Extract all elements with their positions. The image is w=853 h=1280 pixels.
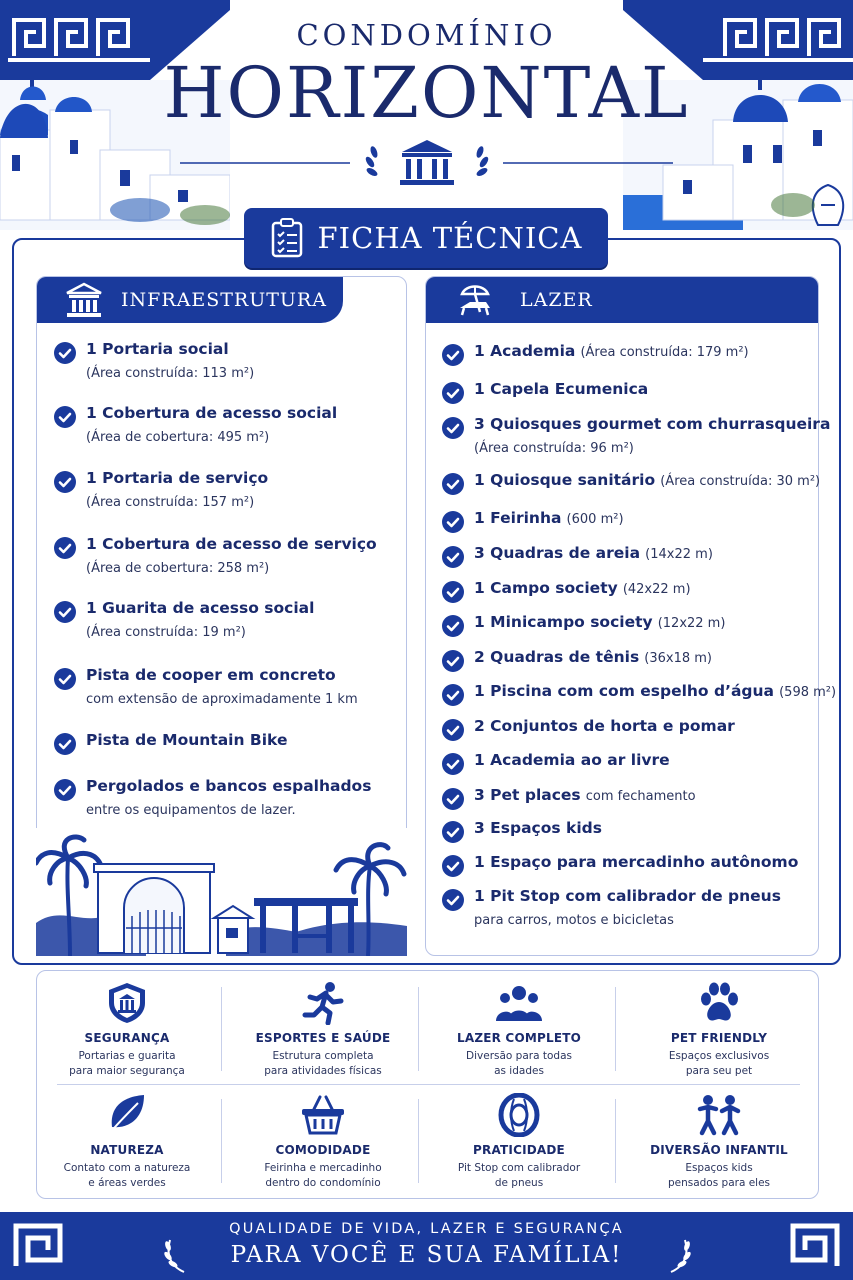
feature-desc: Espaços exclusivos para seu pet (668, 1050, 770, 1078)
list-item (442, 381, 648, 404)
item-title: 1 Piscina com com espelho d’água (474, 682, 775, 700)
check-icon (442, 344, 464, 366)
list-item (442, 343, 749, 366)
list-item (54, 470, 268, 509)
item-text (474, 472, 820, 495)
footer-slogan: PARA VOCÊ E SUA FAMÍLIA! (230, 1242, 623, 1268)
check-icon (442, 821, 464, 843)
feature-title: LAZER COMPLETO (456, 1031, 582, 1045)
item-title: 3 Espaços kids (474, 819, 602, 837)
feature-desc: Estrutura completa para atividades físicas (264, 1050, 382, 1078)
item-title: 3 Quiosques gourmet com churrasqueira (474, 415, 831, 433)
item-detail: (Área construída: 30 m²) (660, 474, 821, 489)
list-item (442, 718, 735, 741)
feature-desc: Portarias e guarita para maior segurança (69, 1050, 185, 1078)
check-icon (54, 471, 76, 493)
feature-title: PRATICIDADE (473, 1143, 565, 1157)
item-text (474, 343, 749, 366)
item-subtext: (Área construída: 96 m²) (474, 440, 634, 456)
item-title: 2 Quadras de tênis (474, 648, 640, 666)
item-detail: (600 m²) (566, 512, 624, 527)
item-text (86, 600, 314, 639)
item-text (86, 778, 371, 817)
item-text (474, 718, 735, 741)
list-item (442, 854, 798, 877)
feature-lazer (421, 981, 617, 1079)
item-text (474, 683, 836, 706)
item-title: 1 Guarita de acesso social (86, 599, 315, 617)
infraestrutura-title: INFRAESTRUTURA (121, 289, 327, 311)
check-icon (54, 406, 76, 428)
feature-infantil (621, 1093, 817, 1191)
check-icon (442, 684, 464, 706)
lazer-title: LAZER (520, 289, 593, 311)
item-subtext: (Área de cobertura: 495 m²) (86, 429, 270, 445)
item-text (86, 405, 337, 444)
item-title: 3 Pet places (474, 786, 581, 804)
item-text (474, 752, 670, 775)
list-item (54, 405, 337, 444)
clipboard-icon (270, 218, 304, 258)
ficha-tecnica-banner (244, 208, 608, 268)
item-title: 1 Pit Stop com calibrador de pneus (474, 887, 781, 905)
feature-title: COMODIDADE (275, 1143, 371, 1157)
item-text (86, 732, 287, 755)
item-title: 1 Academia (474, 342, 576, 360)
item-subtext: (Área construída: 113 m²) (86, 365, 255, 381)
feature-title: SEGURANÇA (84, 1031, 170, 1045)
list-item (442, 416, 830, 455)
runner-icon (300, 981, 346, 1025)
list-item (442, 510, 624, 533)
check-icon (442, 511, 464, 533)
item-text (474, 381, 648, 404)
check-icon (54, 668, 76, 690)
check-icon (54, 537, 76, 559)
list-item (442, 649, 712, 672)
check-icon (442, 546, 464, 568)
item-title: 1 Quiosque sanitário (474, 471, 656, 489)
item-title: 2 Conjuntos de horta e pomar (474, 717, 735, 735)
feature-seguranca (29, 981, 225, 1079)
check-icon (442, 417, 464, 439)
list-item (442, 820, 602, 843)
list-item (54, 732, 287, 755)
list-item (54, 341, 254, 380)
check-icon (442, 889, 464, 911)
list-item (442, 683, 836, 706)
list-item (442, 888, 781, 927)
temple-divider-icon (180, 138, 673, 188)
feature-esportes (225, 981, 421, 1079)
leaf-icon (104, 1093, 150, 1137)
item-title: 1 Minicampo society (474, 613, 653, 631)
check-icon (442, 855, 464, 877)
item-subtext: entre os equipamentos de lazer. (86, 802, 296, 818)
item-text (86, 341, 254, 380)
feature-desc: Pit Stop com calibrador de pneus (457, 1162, 581, 1190)
item-text (474, 580, 691, 603)
footer-tagline: QUALIDADE DE VIDA, LAZER E SEGURANÇA (229, 1221, 624, 1237)
lazer-header (426, 277, 818, 323)
feature-desc: Espaços kids pensados para eles (667, 1162, 771, 1190)
features-panel (36, 970, 819, 1199)
item-detail: (36x18 m) (644, 651, 712, 666)
feature-pet (621, 981, 817, 1079)
item-text (474, 510, 624, 533)
feature-natureza (29, 1093, 225, 1191)
kids-icon (696, 1093, 742, 1137)
item-text (474, 614, 725, 637)
tire-icon (496, 1093, 542, 1137)
temple-icon (65, 282, 103, 318)
item-text (86, 536, 377, 575)
feature-title: DIVERSÃO INFANTIL (650, 1143, 788, 1157)
list-item (442, 472, 820, 495)
item-title: Pergolados e bancos espalhados (86, 777, 372, 795)
item-text (474, 888, 781, 927)
item-title: Pista de Mountain Bike (86, 731, 288, 749)
header-subtitle: CONDOMÍNIO (296, 18, 557, 52)
check-icon (442, 650, 464, 672)
item-detail: com fechamento (585, 789, 696, 804)
item-title: 3 Quadras de areia (474, 544, 641, 562)
item-subtext: (Área de cobertura: 258 m²) (86, 560, 270, 576)
item-detail: (14x22 m) (645, 547, 713, 562)
ficha-tecnica-title: FICHA TÉCNICA (317, 221, 583, 255)
item-subtext: (Área construída: 19 m²) (86, 624, 246, 640)
check-icon (442, 615, 464, 637)
item-text (474, 416, 830, 455)
infraestrutura-header (37, 277, 343, 323)
check-icon (442, 581, 464, 603)
list-item (54, 667, 358, 706)
item-text (474, 820, 602, 843)
item-text (474, 854, 798, 877)
check-icon (442, 473, 464, 495)
feature-desc: Diversão para todas as idades (466, 1050, 572, 1078)
item-text (86, 470, 268, 509)
header-title: HORIZONTAL (163, 52, 690, 134)
feature-title: PET FRIENDLY (670, 1031, 768, 1045)
item-detail: (Área construída: 179 m²) (580, 345, 749, 360)
feature-desc: Feirinha e mercadinho dentro do condomínio (264, 1162, 382, 1190)
check-icon (442, 753, 464, 775)
shield-icon (104, 981, 150, 1025)
list-item (54, 778, 371, 817)
item-text (474, 649, 712, 672)
item-title: 1 Cobertura de acesso de serviço (86, 535, 377, 553)
people-icon (492, 981, 546, 1025)
item-title: 1 Cobertura de acesso social (86, 404, 338, 422)
list-item (54, 600, 314, 639)
check-icon (442, 382, 464, 404)
item-title: 1 Campo society (474, 579, 618, 597)
item-title: 1 Espaço para mercadinho autônomo (474, 853, 799, 871)
check-icon (442, 788, 464, 810)
list-item (442, 614, 725, 637)
item-title: 1 Feirinha (474, 509, 562, 527)
footer (0, 1212, 853, 1280)
item-title: 1 Academia ao ar livre (474, 751, 670, 769)
check-icon (442, 719, 464, 741)
basket-icon (300, 1093, 346, 1137)
list-item (442, 580, 691, 603)
header (0, 0, 853, 240)
item-detail: (12x22 m) (657, 616, 726, 631)
entrance-gate-illustration (36, 828, 407, 956)
item-text (474, 545, 713, 568)
item-text (474, 787, 696, 810)
item-subtext: com extensão de aproximadamente 1 km (86, 691, 358, 707)
item-title: 1 Capela Ecumenica (474, 380, 649, 398)
feature-title: ESPORTES E SAÚDE (255, 1031, 391, 1045)
feature-title: NATUREZA (90, 1143, 164, 1157)
list-item (442, 545, 713, 568)
item-title: Pista de cooper em concreto (86, 666, 336, 684)
feature-desc: Contato com a natureza e áreas verdes (63, 1162, 191, 1190)
check-icon (54, 779, 76, 801)
feature-praticidade (421, 1093, 617, 1191)
list-item (54, 536, 377, 575)
item-subtext: para carros, motos e bicicletas (474, 912, 674, 928)
item-subtext: (Área construída: 157 m²) (86, 494, 255, 510)
check-icon (54, 733, 76, 755)
paw-icon (696, 981, 742, 1025)
item-detail: (598 m²) (779, 685, 837, 700)
check-icon (54, 342, 76, 364)
divider (57, 1084, 800, 1085)
item-detail: (42x22 m) (622, 582, 691, 597)
feature-comodidade (225, 1093, 421, 1191)
item-title: 1 Portaria de serviço (86, 469, 269, 487)
list-item (442, 787, 696, 810)
check-icon (54, 601, 76, 623)
item-text (86, 667, 358, 706)
beach-chair-icon (456, 282, 494, 318)
item-title: 1 Portaria social (86, 340, 229, 358)
list-item (442, 752, 670, 775)
